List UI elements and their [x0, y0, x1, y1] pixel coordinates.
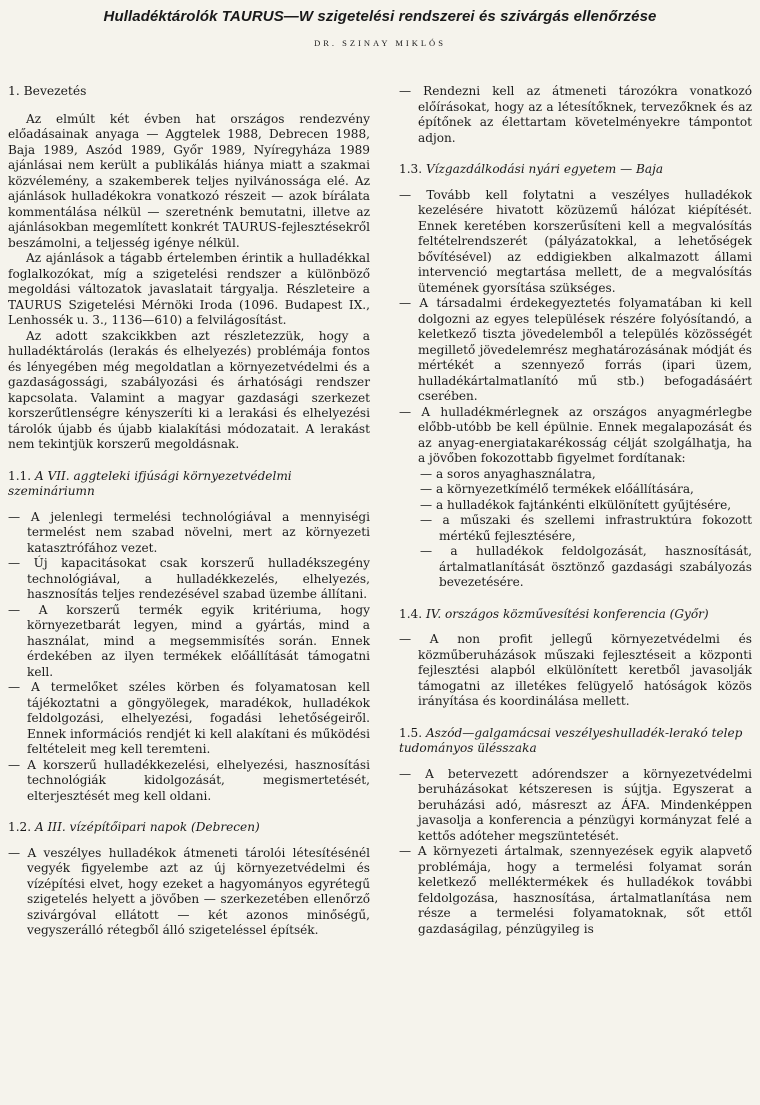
list-item: — Tovább kell folytatni a veszélyes hulladékok kezelésére hivatott közüzemű hálózat kiépítését. Ennek keretében korszerűsíteni kell a megvalósítás feltételrendszerét (pályázatokkal, a lehetőségek bővítésével) az eddigiekben alkalmazott állami intervenció megtartása mellett, de a megvalósítás ütemének gyorsítása szükséges.	[399, 187, 752, 295]
intro-paragraph-3: Az adott szakcikkben azt részletezzük, hogy a hulladéktárolás (lerakás és elhelyezés) problémája fontos és lényegében még megoldatlan a környezetvédelmi és a gazdaságossági, szabályozási és árhatósági rendszer kapcsolata. Valamint a magyar gazdasági szerkezet korszerűtlenségre kényszeríti ki a lerakási és elhelyezési tárolók újabb és újabb kialakítási módozatait. A lerakást nem tekintjük korszerű megoldásnak.	[8, 328, 370, 451]
list-item: — A veszélyes hulladékok átmeneti tárolói létesítésénél vegyék figyelembe azt az új környezetvédelmi és vízépítési elvet, hogy ezeket a hagyományos egyrétegű szigetelés helyett a jövőben — szerkezetében ellenőrző szivárgóval ellátott — két azonos minőségű, vegyszerálló rétegből álló szigeteléssel építsék.	[8, 845, 370, 937]
section-heading-1-2	[8, 820, 370, 836]
sub-list-item: — a soros anyaghasználatra,	[420, 466, 596, 481]
section-title: A III. vízépítőipari napok (Debrecen)	[34, 820, 260, 834]
list-item: — A hulladékmérlegnek az országos anyagmérlegbe előbb-utóbb be kell épülnie. Ennek megalapozását és az anyag-energiatakarékosság célját szolgálhatja, ha a jövőben fokozottabb figyelmet fordítanak:	[399, 404, 752, 465]
list-item: — A betervezett adórendszer a környezetvédelmi beruházásokat kétszeresen is sújtja. Egyszerat a beruházási adó, másreszt az ÁFA. Mindenképpen javasolja a konferencia a pénzügyi kormányzat felé a kettős adóteher megszüntetését.	[399, 766, 752, 843]
list-item: — A jelenlegi termelési technológiával a mennyiségi termelést nem szabad növelni, mert az környezeti katasztrófához vezet.	[8, 509, 370, 555]
section-number: 1.2.	[8, 820, 32, 834]
list-item: — Rendezni kell az átmeneti tározókra vonatkozó előírásokat, hogy az a létesítőknek, tervezőknek és az építőnek az élettartam követelményekre támpontot adjon.	[399, 84, 752, 145]
section-number: 1.5.	[399, 725, 423, 740]
list-item: — A non profit jellegű környezetvédelmi és közműberuházások műszaki fejlesztéseit a központi fejlesztési alapból elkülönített keretből javasolják támogatni az illetékes felügyelő hatóságok közös irányítása és koordinálása mellett.	[399, 632, 752, 708]
section-title: Aszód—galgamácsai veszélyeshulladék-lerakó telep tudományos ülésszaka	[399, 725, 743, 755]
list-item: — A társadalmi érdekegyeztetés folyamatában ki kell dolgozni az egyes települések részére folyósítandó, a keletkező tiszta jövedelemből a település közösségét megillető jövedelemrész meghatározásának módját és mértékét a szennyező forrás (ipari üzem, hulladékártalmatlanító mű stb.) befogadásáért cserében.	[399, 296, 752, 403]
section-title: A VII. aggteleki ifjúsági környezetvédelmi szemináriumn	[8, 468, 292, 498]
left-column	[8, 84, 370, 939]
section-title: IV. országos közművesítési konferencia (Győr)	[425, 606, 709, 621]
section-heading-1-3	[399, 162, 752, 178]
section-heading-1-5	[399, 726, 752, 757]
section-number: 1.4.	[399, 606, 423, 621]
article-title: Hulladéktárolók TAURUS—W szigetelési rendszerei és szivárgás ellenőrzése	[103, 8, 657, 25]
sub-list-item: — a műszaki és szellemi infrastruktúra fokozott mértékű fejlesztésére,	[420, 513, 752, 543]
section-title: Vízgazdálkodási nyári egyetem — Baja	[425, 162, 664, 176]
list-item: — A termelőket széles körben és folyamatosan kell tájékoztatni a göngyölegek, maradékok, hulladékok feldolgozási, elhelyezési, fogadási lehetőségeiről. Ennek információs rendjét ki kell alakítani és működési feltételeit meg kell teremteni.	[8, 680, 370, 756]
article-author: DR. SZINAY MIKLÓS	[314, 38, 446, 48]
sub-list-item: — a környezetkímélő termékek előállítására,	[420, 482, 694, 496]
section-heading-intro: 1. Bevezetés	[8, 84, 87, 98]
sub-list-item: — a hulladékok feldolgozását, hasznosítását, ártalmatlanítását ösztönző gazdasági szabályozás bevezetésére.	[420, 544, 752, 589]
sub-list-item: — a hulladékok fajtánkénti elkülönített gyűjtésére,	[420, 497, 732, 512]
section-heading-1-4	[399, 607, 752, 623]
list-item: — A korszerű termék egyik kritériuma, hogy környezetbarát legyen, mind a gyártás, mind a használat, mind a megsemmisítés során. Ennek érdekében az ilyen termékek előállítását támogatni kell.	[8, 602, 370, 679]
intro-paragraph-1: Az elmúlt két évben hat országos rendezvény előadásainak anyaga — Aggtelek 1988, Debrecen 1988, Baja 1989, Aszód 1989, Győr 1989, Nyíregyháza 1989 ajánlásai nem került a publikálás hiánya miatt a szakmai közvélemény, a szakemberek teljes nyilvánossága elé. Az ajánlások hulladékokra vonatkozó részeit — azok bírálata kommentálása nélkül — szeretnénk bemutatni, illetve az ajánlásokban megemlített konkrét TAURUS-fejlesztésekről beszámolni, a teljesség igénye nélkül.	[8, 111, 370, 250]
list-item: — A korszerű hulladékkezelési, elhelyezési, hasznosítási technológiák kidolgozását, megismertetését, elterjesztését meg kell oldani.	[8, 757, 370, 803]
right-column	[399, 84, 752, 937]
intro-paragraph-2: Az ajánlások a tágabb értelemben érintik a hulladékkal foglalkozókat, míg a szigetelési rendszer a különböző megoldási változatok javaslatait tárgyalja. Részleteire a TAURUS Szigetelési Mérnöki Iroda (1096. Budapest IX., Lenhossék u. 3., 1136—610) a felvilágosítást.	[8, 251, 370, 327]
list-item: — Új kapacitásokat csak korszerű hulladékszegény technológiával, a hulladékkezelés, elhelyezés, hasznosítás teljes rendezésével szabad üzembe állítani.	[8, 556, 370, 601]
section-heading-1-1	[8, 469, 370, 500]
section-number: 1.3.	[399, 162, 423, 176]
section-number: 1.1.	[8, 468, 32, 483]
list-item: — A környezeti ártalmak, szennyezések egyik alapvető problémája, hogy a termelési folyamat során keletkező melléktermékek és hulladékok további feldolgozása, hasznosítása, ártalmatlanítása nem része a termelési folyamatoknak, sőt ettől gazdaságilag, pénzügyileg is	[399, 844, 752, 936]
